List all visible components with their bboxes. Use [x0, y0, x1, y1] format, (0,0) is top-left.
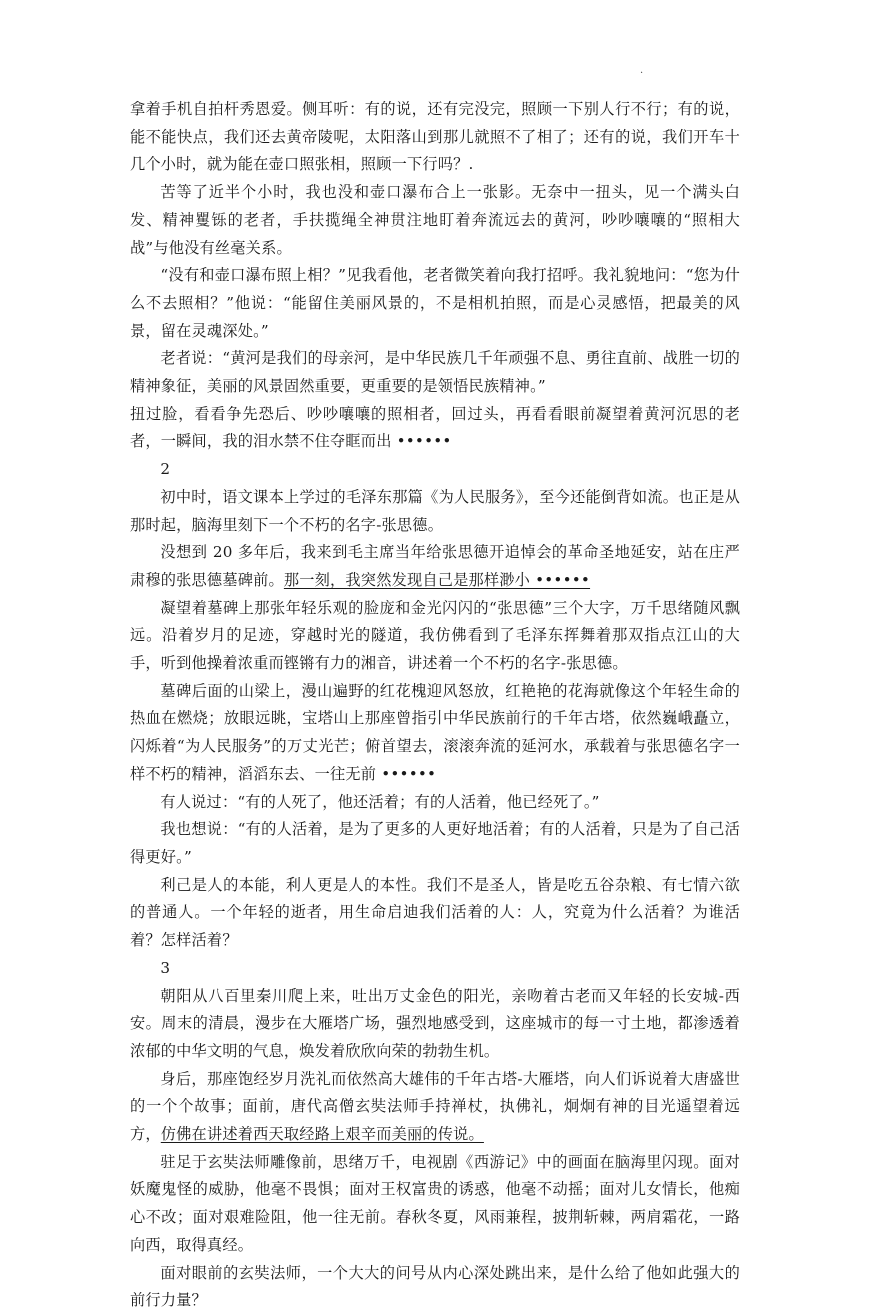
paragraph [130, 539, 740, 594]
paragraph-text: 没想到 20 多年后，我来到毛主席当年给张思德开追悼会的革命圣地延安，站在庄严肃穆的张思德墓碑前。 [130, 543, 740, 589]
paragraph: 朝阳从八百里秦川爬上来，吐出万丈金色的阳光，亲吻着古老而又年轻的长安城-西安。周末的清晨，漫步在大雁塔广场，强烈地感受到，这座城市的每一寸土地，都渗透着浓郁的中华文明的气息，焕发着欣欣向荣的勃勃生机。 [130, 986, 740, 1060]
section-number: 2 [160, 460, 171, 479]
paragraph: 利己是人的本能，利人更是人的本性。我们不是圣人，皆是吃五谷杂粮、有七情六欲的普通人。一个年轻的逝者，用生命启迪我们活着的人：人，究竟为什么活着？为谁活着？怎样活着？ [130, 875, 740, 950]
paragraph: 扭过脸，看看争先恐后、吵吵嚷嚷的照相者，回过头，再看看眼前凝望着黄河沉思的老者，一瞬间，我的泪水禁不住夺眶而出 •••••• [130, 404, 740, 451]
paragraph: 我也想说：“有的人活着，是为了更多的人更好地活着；有的人活着，只是为了自己活得更好。” [130, 820, 740, 866]
paragraph: 初中时，语文课本上学过的毛泽东那篇《为人民服务》，至今还能倒背如流。也正是从那时起，脑海里刻下一个不朽的名字-张思德。 [130, 487, 740, 534]
paragraph: 苦等了近半个小时，我也没和壶口瀑布合上一张影。无奈中一扭头，见一个满头白发、精神矍铄的老者，手扶揽绳全神贯注地盯着奔流远去的黄河，吵吵嚷嚷的“照相大战”与他没有丝毫关系。 [130, 183, 740, 257]
paragraph: 有人说过：“有的人死了，他还活着；有的人活着，他已经死了。” [160, 792, 600, 811]
paragraph: 老者说：“黄河是我们的母亲河，是中华民族几千年顽强不息、勇往直前、战胜一切的精神象征，美丽的风景固然重要，更重要的是领悟民族精神。” [130, 349, 740, 396]
article-body [130, 96, 740, 1315]
paragraph [130, 1066, 740, 1149]
paragraph: 驻足于玄奘法师雕像前，思绪万千，电视剧《西游记》中的画面在脑海里闪现。面对妖魔鬼怪的威胁，他毫不畏惧；面对王权富贵的诱惑，他毫不动摇；面对儿女情长，他痴心不改；面对艰难险阻，他一往无前。春秋冬夏，风雨兼程，披荆斩棘，两肩霜花，一路向西，取得真经。 [130, 1152, 740, 1254]
section-number: 3 [160, 958, 171, 977]
page-mark: · [640, 68, 644, 79]
paragraph: 凝望着墓碑上那张年轻乐观的脸庞和金光闪闪的“张思德”三个大字，万千思绪随风飘远。沿着岁月的足迹，穿越时光的隧道，我仿佛看到了毛泽东挥舞着那双指点江山的大手，听到他操着浓重而铿锵有力的湘音，讲述着一个不朽的名字-张思德。 [130, 598, 740, 673]
paragraph: 拿着手机自拍杆秀恩爱。侧耳听：有的说，还有完没完，照顾一下别人行不行；有的说，能不能快点，我们还去黄帝陵呢，太阳落山到那儿就照不了相了；还有的说，我们开车十几个小时，就为能在壶口照张相，照顾一下行吗？. [130, 100, 740, 174]
paragraph: 面对眼前的玄奘法师，一个大大的问号从内心深处跳出来，是什么给了他如此强大的前行力量？ [130, 1263, 740, 1310]
paragraph: 墓碑后面的山梁上，漫山遍野的红花槐迎风怒放，红艳艳的花海就像这个年轻生命的热血在燃烧；放眼远眺，宝塔山上那座曾指引中华民族前行的千年古塔，依然巍峨矗立，闪烁着“为人民服务”的万丈光芒；俯首望去，滚滚奔流的延河水，承载着与张思德名字一样不朽的精神，滔滔东去、一往无前 •••••• [130, 681, 740, 783]
paragraph-text: 身后，那座饱经岁月洗礼而依然高大雄伟的千年古塔-大雁塔，向人们诉说着大唐盛世的一个个故事；面前，唐代高僧玄奘法师手持禅杖，执佛礼，炯炯有神的目光遥望着远方， [130, 1069, 740, 1144]
paragraph: “没有和壶口瀑布照上相？”见我看他，老者微笑着向我打招呼。我礼貌地问：“您为什么不去照相？”他说：“能留住美丽风景的，不是相机拍照，而是心灵感悟，把最美的风景，留在灵魂深处。” [130, 266, 740, 340]
underlined-sentence: 那一刻，我突然发现自己是那样渺小 •••••• [283, 570, 591, 589]
underlined-sentence: 仿佛在讲述着西天取经路上艰辛而美丽的传说。 [160, 1125, 484, 1144]
